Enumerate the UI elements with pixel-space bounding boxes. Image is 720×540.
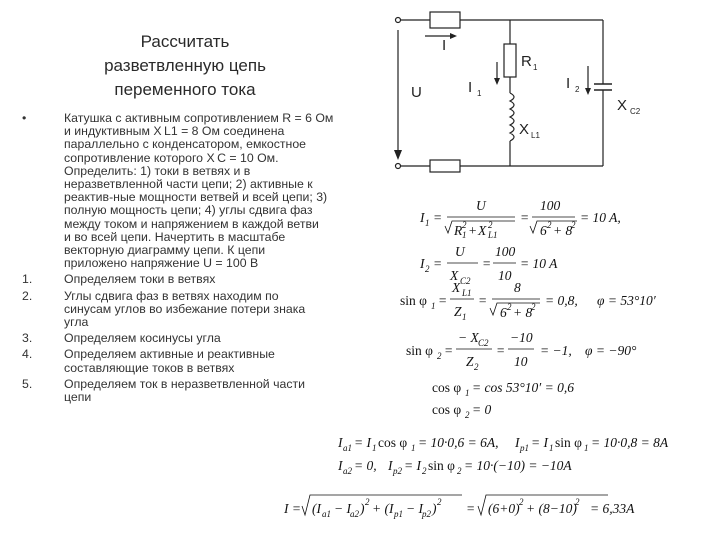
svg-text:10: 10 [498, 268, 512, 283]
svg-text:=: = [444, 343, 454, 358]
svg-text:a2: a2 [343, 466, 352, 476]
title-line: разветвленную цепь [104, 56, 266, 75]
step-line: синусам углов во избежание потери знака [64, 301, 306, 316]
svg-text:p1: p1 [520, 443, 529, 453]
label-sub: C2 [630, 107, 641, 116]
svg-text:= I: = I [354, 435, 371, 450]
svg-text:cos φ: cos φ [432, 402, 462, 417]
svg-text:+ (8−10): + (8−10) [526, 501, 577, 516]
svg-text:X: X [478, 223, 487, 238]
step-line: Определяем ток в неразветвленной части [64, 376, 305, 391]
svg-text:1: 1 [465, 388, 470, 398]
bullet: • [22, 111, 27, 125]
step-line: составляющие токов в ветвях [64, 360, 235, 375]
svg-text:6: 6 [540, 223, 547, 238]
svg-text:I: I [515, 435, 520, 450]
svg-text:I: I [338, 458, 343, 473]
svg-text:= 10·(−10) = −10A: = 10·(−10) = −10A [464, 458, 572, 473]
step-line: Углы сдвига фаз в ветвях находим по [64, 288, 279, 303]
step-number: 1. [22, 272, 33, 287]
label-r1: R [521, 53, 532, 70]
svg-text:= I: = I [531, 435, 548, 450]
title-line: переменного тока [114, 80, 256, 99]
svg-text:X: X [452, 280, 461, 295]
svg-text:sin φ: sin φ [400, 293, 427, 308]
svg-text:= 10·0,8 = 8A: = 10·0,8 = 8A [591, 435, 669, 450]
svg-text:= I: = I [404, 458, 421, 473]
svg-text:R: R [454, 223, 463, 238]
label-sub: 1 [477, 89, 482, 98]
svg-text:−10: −10 [510, 330, 533, 345]
svg-text:− I: − I [406, 501, 423, 516]
svg-text:1: 1 [584, 443, 589, 453]
formula-sin-phi1 [400, 280, 657, 322]
formula-total-current [283, 495, 635, 519]
svg-text:I: I [420, 210, 425, 225]
svg-text:=: = [433, 210, 443, 225]
svg-text:= 10·0,6 = 6A,: = 10·0,6 = 6A, [418, 435, 499, 450]
svg-text:− I: − I [334, 501, 351, 516]
label-voltage-u: U [411, 84, 422, 101]
svg-text:= cos 53°10′ = 0,6: = cos 53°10′ = 0,6 [472, 380, 574, 395]
step-number: 2. [22, 288, 33, 303]
svg-text:φ = −90°: φ = −90° [585, 343, 637, 358]
svg-text:2: 2 [488, 220, 493, 230]
svg-text:I: I [420, 256, 425, 271]
label-current-i1: I [468, 79, 473, 96]
arrowhead [394, 150, 402, 160]
svg-text:2: 2 [507, 302, 512, 312]
svg-text:1: 1 [462, 230, 467, 240]
svg-text:2: 2 [575, 497, 580, 507]
svg-text:2: 2 [519, 497, 524, 507]
svg-text:2: 2 [474, 362, 479, 372]
svg-text:p2: p2 [393, 466, 402, 476]
arrowhead [450, 33, 457, 39]
svg-text:2: 2 [365, 497, 370, 507]
svg-text:=: = [478, 293, 488, 308]
step-line: Определяем косинусы угла [64, 331, 221, 346]
svg-text:Z: Z [466, 354, 474, 369]
svg-text:= 10 A: = 10 A [520, 256, 558, 271]
label-xc2: X [617, 97, 628, 114]
svg-text:sin φ: sin φ [428, 458, 455, 473]
svg-text:1: 1 [372, 443, 377, 453]
formula-components-1 [337, 435, 669, 453]
svg-text:2: 2 [462, 220, 467, 230]
svg-text:1: 1 [411, 443, 416, 453]
svg-text:a2: a2 [350, 509, 359, 519]
svg-text:10: 10 [514, 354, 528, 369]
svg-text:100: 100 [495, 244, 516, 259]
problem-line: реактив-ные мощности ветвей и всей цепи; 3) [64, 190, 328, 205]
svg-text:=: = [496, 343, 506, 358]
svg-text:1: 1 [425, 218, 430, 228]
svg-text:(6+0): (6+0) [488, 501, 520, 516]
step-number: 4. [22, 347, 33, 362]
svg-text:2: 2 [437, 351, 442, 361]
svg-text:1: 1 [549, 443, 554, 453]
problem-line: сопротивление которого X C = 10 Ом. [64, 150, 279, 165]
step-number: 3. [22, 331, 33, 346]
svg-text:C2: C2 [478, 338, 489, 348]
svg-text:100: 100 [540, 198, 561, 213]
svg-text:=: = [438, 293, 448, 308]
svg-text:+: + [468, 223, 478, 238]
step-line: Определяем активные и реактивные [64, 347, 275, 362]
svg-text:I =: I = [284, 501, 301, 516]
fuse-box [430, 160, 460, 172]
problem-line: между током и напряжением в каждой ветви [64, 216, 319, 231]
problem-line: параллельно с конденсатором, емкостное [64, 137, 307, 152]
svg-text:= 6,33A: = 6,33A [590, 501, 635, 516]
problem-line: Катушка с активным сопротивлением R = 6 Ом [64, 111, 334, 125]
problem-line: полную мощность цепи; 4) углы сдвига фаз [64, 203, 313, 218]
problem-line: приложено напряжение U = 100 В [64, 256, 259, 271]
terminal [396, 18, 401, 23]
svg-text:=: = [520, 210, 530, 225]
svg-text:2: 2 [531, 302, 536, 312]
label-current-i2: I [566, 75, 571, 92]
svg-text:=: = [433, 256, 443, 271]
svg-text:I: I [388, 458, 393, 473]
title-line: Рассчитать [140, 32, 230, 51]
svg-text:2: 2 [457, 466, 462, 476]
label-xl1: X [519, 121, 530, 138]
svg-text:φ = 53°10′: φ = 53°10′ [597, 293, 656, 308]
formula-components-2 [337, 458, 572, 476]
svg-text:I: I [338, 435, 343, 450]
svg-text:2: 2 [465, 410, 470, 420]
step-line: Определяем токи в ветвях [64, 272, 216, 287]
svg-text:L1: L1 [462, 288, 472, 298]
svg-text:= 10 A,: = 10 A, [580, 210, 621, 225]
problem-line: векторную диаграмму цепи. К цепи [64, 243, 266, 258]
svg-text:=: = [466, 501, 476, 516]
svg-text:Z: Z [454, 304, 462, 319]
svg-text:2: 2 [437, 497, 442, 507]
svg-text:C2: C2 [460, 276, 471, 286]
svg-text:+ 8: + 8 [553, 223, 573, 238]
svg-text:2: 2 [547, 220, 552, 230]
label-sub: 2 [575, 85, 580, 94]
inductor-coil [510, 93, 514, 141]
svg-text:sin φ: sin φ [406, 343, 433, 358]
svg-text:(I: (I [312, 501, 321, 516]
svg-text:= 0: = 0 [472, 402, 492, 417]
problem-line: неразветвленной части цепи; 2) активные к [64, 177, 313, 192]
svg-text:8: 8 [514, 280, 521, 295]
arrowhead [494, 78, 500, 85]
label-sub: 1 [533, 63, 538, 72]
svg-text:=: = [482, 256, 492, 271]
svg-text:+ (I: + (I [372, 501, 394, 516]
svg-text:cos φ: cos φ [378, 435, 408, 450]
terminal [396, 164, 401, 169]
problem-line: и во всей цепи. Начертить в масштабе [64, 229, 286, 244]
formula-i2 [419, 244, 558, 286]
svg-text:1: 1 [431, 301, 436, 311]
svg-text:): ) [360, 501, 365, 516]
resistor-r1 [504, 44, 516, 77]
svg-text:= −1,: = −1, [540, 343, 572, 358]
svg-text:2: 2 [571, 220, 576, 230]
arrowhead [585, 88, 591, 95]
formula-sin-phi2 [406, 330, 637, 372]
formula-cos-phi2 [432, 402, 491, 420]
svg-text:L1: L1 [488, 230, 498, 240]
svg-text:U: U [476, 198, 486, 213]
svg-text:X: X [450, 268, 459, 283]
svg-text:sin φ: sin φ [555, 435, 582, 450]
label-current-i: I [442, 37, 447, 54]
step-line: угла [64, 315, 89, 330]
problem-line: Определить: 1) токи в ветвях и в [64, 163, 251, 178]
ammeter-box [430, 12, 460, 28]
problem-line: и индуктивным X L1 = 8 Ом соединена [64, 124, 285, 139]
step-line: цепи [64, 390, 92, 405]
svg-text:a1: a1 [322, 509, 331, 519]
step-number: 5. [22, 376, 33, 391]
svg-text:cos φ: cos φ [432, 380, 462, 395]
formula-cos-phi1 [432, 380, 574, 398]
svg-text:+ 8: + 8 [513, 305, 533, 320]
svg-text:p1: p1 [394, 509, 403, 519]
svg-text:= 0,: = 0, [354, 458, 377, 473]
svg-text:): ) [432, 501, 437, 516]
svg-text:a1: a1 [343, 443, 352, 453]
svg-text:6: 6 [500, 305, 507, 320]
svg-text:2: 2 [425, 264, 430, 274]
label-sub: L1 [531, 131, 540, 140]
svg-text:p2: p2 [422, 509, 431, 519]
svg-text:= 0,8,: = 0,8, [545, 293, 578, 308]
svg-text:2: 2 [422, 466, 427, 476]
svg-text:− X: − X [458, 330, 479, 345]
formula-i1 [419, 198, 621, 240]
svg-text:1: 1 [462, 312, 467, 322]
svg-text:U: U [455, 244, 465, 259]
